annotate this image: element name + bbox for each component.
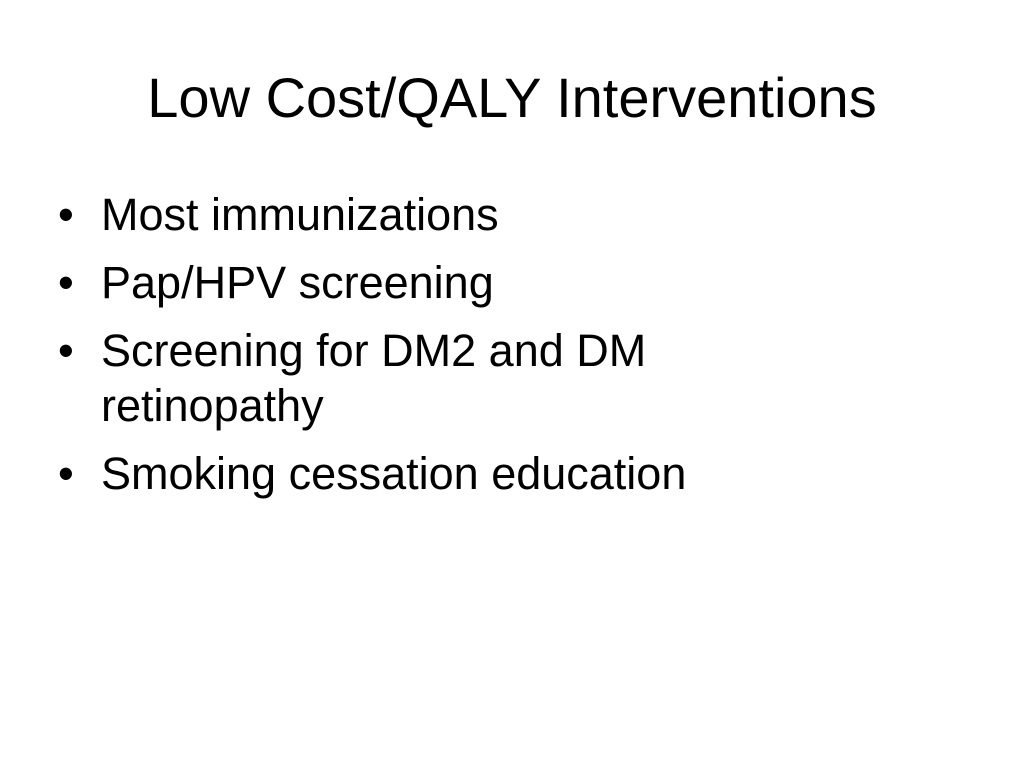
bullet-item-dm-screening [58,323,958,433]
bullet-dot-icon: • [58,189,74,240]
bullet-dot-icon: • [58,448,74,499]
bullet-dot-icon: • [58,325,74,376]
bullet-list [58,187,958,514]
bullet-item-smoking-cessation [58,446,958,501]
bullet-item-pap-hpv [58,255,958,310]
bullet-text: Smoking cessation education [101,448,687,499]
bullet-dot-icon: • [58,257,74,308]
bullet-text: Screening for DM2 and DM retinopathy [101,325,647,431]
bullet-text: Pap/HPV screening [101,257,494,308]
bullet-text: Most immunizations [101,189,499,240]
slide-title: Low Cost/QALY Interventions [147,66,877,129]
bullet-item-immunizations [58,187,958,242]
